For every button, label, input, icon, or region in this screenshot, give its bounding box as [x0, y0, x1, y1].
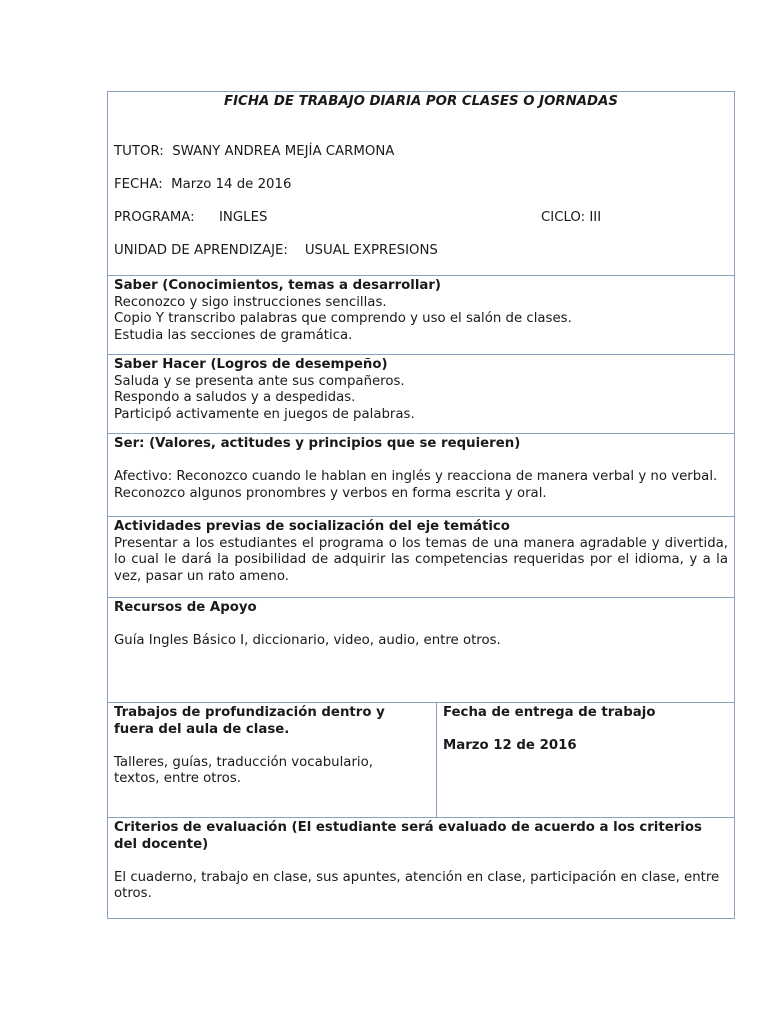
- header-row: [108, 92, 735, 276]
- entrega-cell: [437, 703, 735, 818]
- saber-row: [108, 276, 735, 355]
- saber-hacer-cell: [108, 355, 735, 434]
- recursos-text: Guía Ingles Básico I, diccionario, video, audio, entre otros.: [114, 633, 501, 648]
- saber-hacer-heading: Saber Hacer (Logros de desempeño): [114, 357, 388, 372]
- unidad-label: UNIDAD DE APRENDIZAJE:: [114, 242, 288, 258]
- actividades-text: Presentar a los estudiantes el programa o los temas de una manera agradable y divertida, lo cual le dará la posibilidad de adquirir las competencias requeridas por el idioma, y a la vez, pasar un rato ameno.: [114, 535, 729, 584]
- trabajos-row: [108, 703, 735, 818]
- saber-line: Copio Y transcribo palabras que comprendo y uso el salón de clases.: [114, 311, 572, 326]
- actividades-cell: [108, 517, 735, 598]
- programa-value: INGLES: [219, 209, 268, 225]
- fecha-label: FECHA:: [114, 176, 163, 192]
- saber-hacer-line: Respondo a saludos y a despedidas.: [114, 390, 356, 405]
- ser-heading: Ser: (Valores, actitudes y principios que se requieren): [114, 436, 521, 451]
- fecha-value: Marzo 14 de 2016: [171, 176, 292, 192]
- page-title: FICHA DE TRABAJO DIARIA POR CLASES O JORNADAS: [224, 94, 618, 109]
- saber-hacer-line: Saluda y se presenta ante sus compañeros.: [114, 373, 405, 389]
- programa-label: PROGRAMA:: [114, 209, 195, 225]
- entrega-value: Marzo 12 de 2016: [443, 738, 577, 753]
- trabajos-cell: [108, 703, 437, 818]
- saber-line: Estudia las secciones de gramática.: [114, 327, 353, 343]
- unidad-line: [114, 243, 728, 260]
- actividades-row: [108, 517, 735, 598]
- ciclo-value: CICLO: III: [541, 209, 602, 225]
- recursos-row: [108, 598, 735, 703]
- criterios-text: El cuaderno, trabajo en clase, sus apuntes, atención en clase, participación en clase, entre otros.: [114, 869, 720, 901]
- criterios-cell: [108, 818, 735, 919]
- ser-paragraph-2: Reconozco algunos pronombres y verbos en forma escrita y oral.: [114, 485, 547, 501]
- trabajos-text: Talleres, guías, traducción vocabulario, textos, entre otros.: [114, 754, 373, 786]
- header-cell: [108, 92, 735, 276]
- criterios-row: [108, 818, 735, 919]
- entrega-heading: Fecha de entrega de trabajo: [443, 705, 656, 720]
- actividades-heading: Actividades previas de socialización del eje temático: [114, 519, 510, 534]
- saber-hacer-line: Participó activamente en juegos de palabras.: [114, 406, 415, 422]
- fecha-line: [114, 177, 728, 194]
- saber-heading: Saber (Conocimientos, temas a desarrollar): [114, 278, 442, 293]
- ser-row: [108, 434, 735, 517]
- tutor-value: SWANY ANDREA MEJÍA CARMONA: [172, 143, 395, 159]
- tutor-line: [114, 144, 728, 161]
- trabajos-heading: Trabajos de profundización dentro y fuera del aula de clase.: [114, 705, 385, 737]
- saber-line: Reconozco y sigo instrucciones sencillas.: [114, 294, 387, 310]
- saber-cell: [108, 276, 735, 355]
- criterios-heading: Criterios de evaluación (El estudiante será evaluado de acuerdo a los criterios del docente): [114, 820, 702, 852]
- tutor-label: TUTOR:: [114, 143, 164, 159]
- recursos-cell: [108, 598, 735, 703]
- worksheet-table: [107, 91, 735, 919]
- unidad-value: USUAL EXPRESIONS: [304, 242, 438, 258]
- ser-cell: [108, 434, 735, 517]
- programa-line: [114, 210, 728, 227]
- ser-paragraph-1: Afectivo: Reconozco cuando le hablan en inglés y reacciona de manera verbal y no verbal.: [114, 469, 718, 484]
- recursos-heading: Recursos de Apoyo: [114, 600, 257, 615]
- saber-hacer-row: [108, 355, 735, 434]
